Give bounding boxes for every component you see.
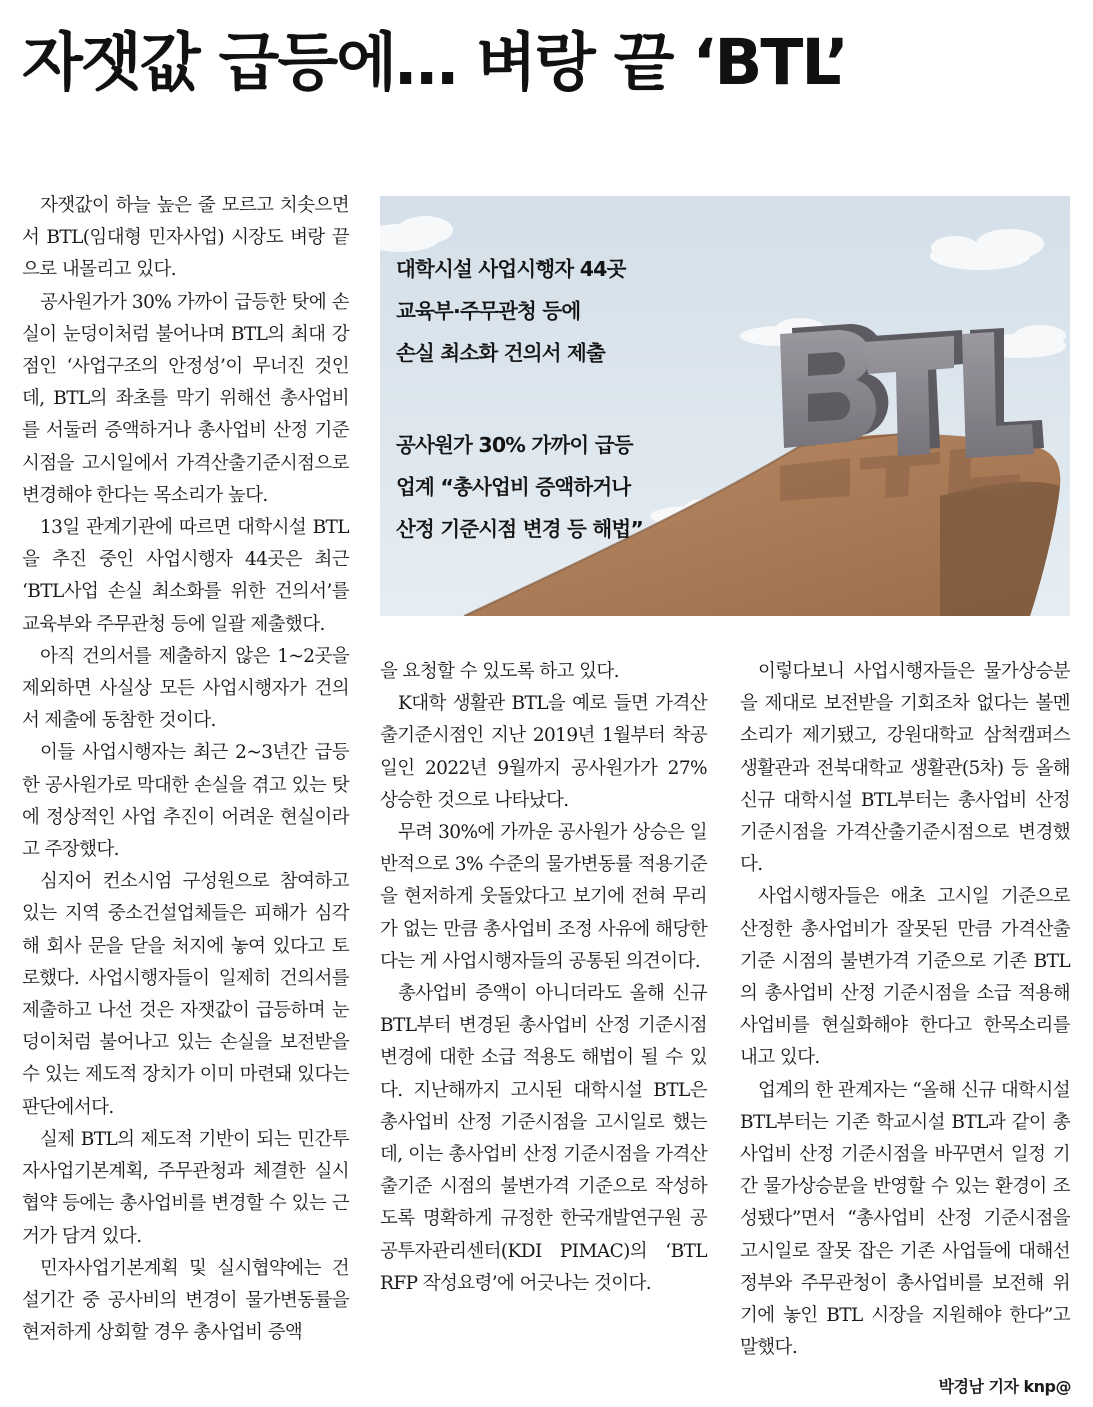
byline: 박경남 기자 knp@ [933,1374,1071,1397]
paragraph: K대학 생활관 BTL을 예로 들면 가격산출기준시점인 지난 2019년 1월부터 착공일인 2022년 9월까지 공사원가가 27% 상승한 것으로 나타났다. [380,693,707,811]
paragraph: 이렇다보니 사업시행자들은 물가상승분을 제대로 보전받을 기회조차 없다는 볼멘소리가 제기됐고, 강원대학교 삼척캠퍼스 생활관과 전북대학교 생활관(5차) 등 올해 신규 대학시설 BTL부터는 총사업비 산정 기준시점을 가격산출기준시점으로 변경했다. [740,661,1070,876]
caption-line: 손실 최소화 건의서 제출 [396,341,606,365]
paragraph: 업계의 한 관계자는 “올해 신규 대학시설 BTL부터는 기존 학교시설 BTL과 같이 총사업비 산정 기준시점을 바꾸면서 일정 기간 물가상승분을 반영할 수 있는 환경이 조성됐다”면서 “총사업비 산정 기준시점을 고시일로 잘못 잡은 기존 사업들에 대해선 정부와 주무관청이 총사업비를 보전해 위기에 놓인 BTL 시장을 지원해야 한다”고 말했다. [740,1079,1070,1359]
paragraph: 13일 관계기관에 따르면 대학시설 BTL을 추진 중인 사업시행자 44곳은 최근 ‘BTL사업 손실 최소화를 위한 건의서’를 교육부와 주무관청 등에 일괄 제출했다. [22,517,349,635]
paragraph: 무려 30%에 가까운 공사원가 상승은 일반적으로 3% 수준의 물가변동률 적용기준을 현저하게 웃돌았다고 보기에 전혀 무리가 없는 만큼 총사업비 조정 사유에 해당한다는 게 사업시행자들의 공통된 의견이다. [380,822,707,972]
paragraph: 이들 사업시행자는 최근 2~3년간 급등한 공사원가로 막대한 손실을 겪고 있는 탓에 정상적인 사업 추진이 어려운 현실이라고 주장했다. [22,742,349,861]
article-column-3 [740,656,1070,1364]
paragraph: 자잿값이 하늘 높은 줄 모르고 치솟으면서 BTL(임대형 민자사업) 시장도 벼랑 끝으로 내몰리고 있다. [22,195,349,281]
caption-line: 산정 기준시점 변경 등 해법” [396,517,644,541]
article-column-2 [380,656,707,1300]
illustration [380,196,1070,616]
paragraph: 실제 BTL의 제도적 기반이 되는 민간투자사업기본계획, 주무관청과 체결한 실시협약 등에는 총사업비를 변경할 수 있는 근거가 담겨 있다. [22,1128,349,1247]
paragraph-continued: 을 요청할 수 있도록 하고 있다. [380,661,619,682]
headline: 자잿값 급등에… 벼랑 끝 ‘BTL’ [22,26,847,99]
caption-line: 대학시설 사업시행자 44곳 [396,257,626,281]
caption-line: 교육부·주무관청 등에 [396,299,581,323]
paragraph: 심지어 컨소시엄 구성원으로 참여하고 있는 지역 중소건설업체들은 피해가 심각해 회사 문을 닫을 처지에 놓여 있다고 토로했다. 사업시행자들이 일제히 건의서를 제출하고 나선 것은 자잿값이 급등하며 눈덩이처럼 불어나고 있는 손실을 보전받을 수 있는 제도적 장치가 이미 마련돼 있다는 판단에서다. [22,871,349,1118]
caption-line: 업계 “총사업비 증액하거나 [396,475,631,499]
article-column-1 [22,190,349,1349]
caption-line: 공사원가 30% 가까이 급등 [396,433,633,457]
paragraph: 공사원가가 30% 가까이 급등한 탓에 손실이 눈덩이처럼 불어나며 BTL의 최대 강점인 ‘사업구조의 안정성’이 무너진 것인데, BTL의 좌초를 막기 위해선 총사업비를 서둘러 증액하거나 총사업비 산정 기준시점을 고시일에서 가격산출기준시점으로 변경해야 한다는 목소리가 높다. [22,291,349,506]
paragraph: 아직 건의서를 제출하지 않은 1~2곳을 제외하면 사실상 모든 사업시행자가 건의서 제출에 동참한 것이다. [22,645,349,732]
paragraph: 사업시행자들은 애초 고시일 기준으로 산정한 총사업비가 잘못된 만큼 가격산출기준 시점의 불변가격 기준으로 기존 BTL의 총사업비 산정 기준시점을 소급 적용해 사업비를 현실화해야 한다고 한목소리를 내고 있다. [740,886,1070,1069]
paragraph: 민자사업기본계획 및 실시협약에는 건설기간 중 공사비의 변경이 물가변동률을 현저하게 상회할 경우 총사업비 증액 [22,1257,349,1344]
caption-block-2 [396,424,696,550]
paragraph: 총사업비 증액이 아니더라도 올해 신규 BTL부터 변경된 총사업비 산정 기준시점 변경에 대한 소급 적용도 해법이 될 수 있다. 지난해까지 고시된 대학시설 BTL은 총사업비 산정 기준시점을 고시일로 했는데, 이는 총사업비 산정 기준시점을 가격산출기준 시점의 불변가격 기준으로 작성하도록 명확하게 규정한 한국개발연구원 공공투자관리센터(KDI PIMAC)의 ‘BTL RFP 작성요령’에 어긋나는 것이다. [380,983,707,1294]
caption-block-1 [396,248,696,374]
